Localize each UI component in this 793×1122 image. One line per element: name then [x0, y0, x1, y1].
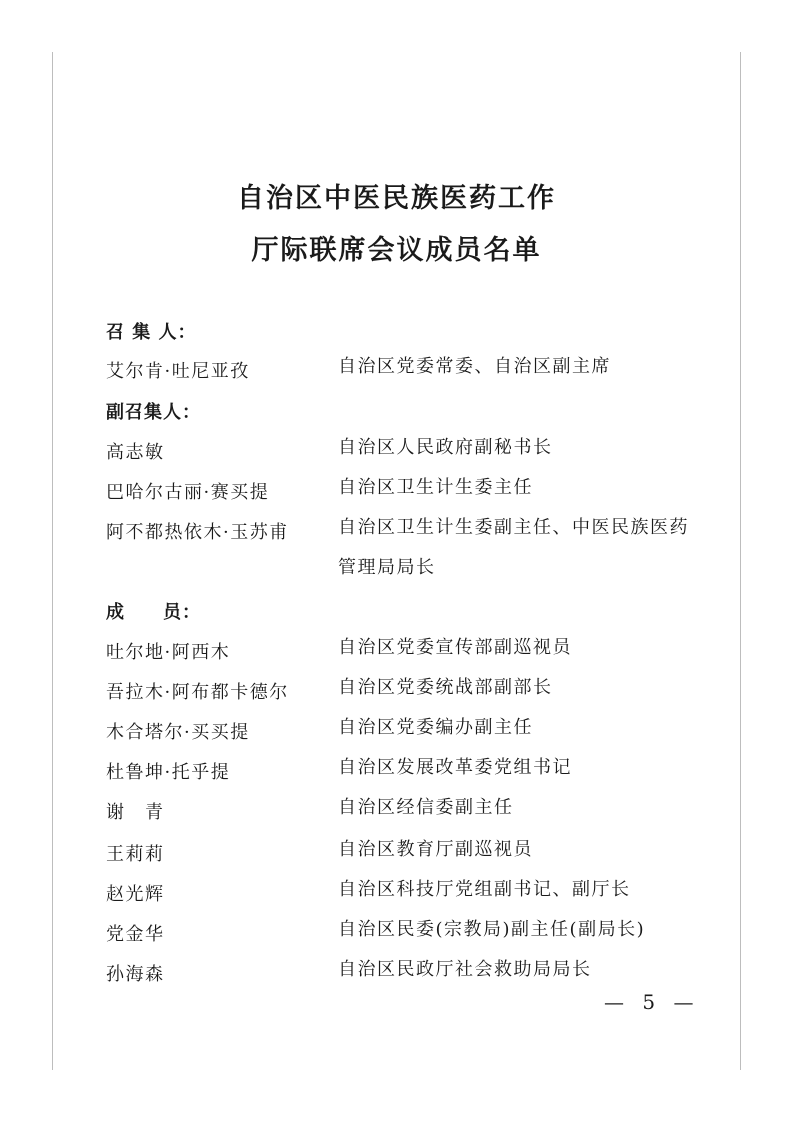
member-role: 自治区党委宣传部副巡视员	[338, 637, 572, 658]
member-row	[106, 678, 706, 708]
document-title-line-2: 厅际联席会议成员名单	[251, 235, 542, 266]
member-role: 自治区发展改革委党组书记	[338, 757, 572, 778]
member-name: 孙海森	[106, 964, 165, 985]
member-row	[106, 718, 706, 748]
member-row	[106, 638, 706, 668]
member-name: 木合塔尔·买买提	[106, 722, 250, 743]
member-row	[106, 960, 706, 990]
member-name: 艾尔肯·吐尼亚孜	[106, 361, 250, 382]
member-role: 自治区教育厅副巡视员	[338, 839, 533, 860]
member-name: 赵光辉	[106, 884, 165, 905]
member-role: 自治区民政厅社会救助局局长	[338, 959, 592, 980]
member-row	[106, 840, 706, 870]
document-title-line-1: 自治区中医民族医药工作	[237, 183, 556, 214]
member-row	[106, 478, 706, 508]
member-name: 高志敏	[106, 442, 165, 463]
member-role: 自治区人民政府副秘书长	[338, 437, 553, 458]
member-name: 吾拉木·阿布都卡德尔	[106, 682, 289, 703]
member-row	[106, 357, 706, 387]
member-role: 自治区党委编办副主任	[338, 717, 533, 738]
member-name: 吐尔地·阿西木	[106, 642, 231, 663]
member-row	[106, 798, 706, 828]
section-heading-members: 成 员：	[106, 602, 201, 623]
member-role: 自治区党委常委、自治区副主席	[338, 356, 611, 377]
member-row	[106, 517, 706, 578]
member-name: 王莉莉	[106, 844, 165, 865]
member-row	[106, 438, 706, 468]
member-row	[106, 880, 706, 910]
member-name: 阿不都热依木·玉苏甫	[106, 522, 289, 543]
member-role: 自治区民委(宗教局)副主任(副局长)	[338, 919, 646, 940]
member-role: 自治区党委统战部副部长	[338, 677, 553, 698]
member-row	[106, 920, 706, 950]
member-name: 杜鲁坤·托乎提	[106, 762, 231, 783]
member-role: 自治区卫生计生委主任	[338, 477, 533, 498]
member-name: 巴哈尔古丽·赛买提	[106, 482, 270, 503]
member-name: 谢 青	[106, 802, 165, 823]
member-row	[106, 758, 706, 788]
member-role: 自治区卫生计生委副主任、中医民族医药管理局局长	[338, 517, 689, 578]
section-heading-convener: 召 集 人：	[106, 322, 197, 343]
member-name: 党金华	[106, 924, 165, 945]
page-number: — 5 —	[604, 990, 700, 1014]
section-heading-deputy: 副召集人：	[106, 402, 201, 423]
member-role: 自治区科技厅党组副书记、副厅长	[338, 879, 631, 900]
member-role: 自治区经信委副主任	[338, 797, 514, 818]
